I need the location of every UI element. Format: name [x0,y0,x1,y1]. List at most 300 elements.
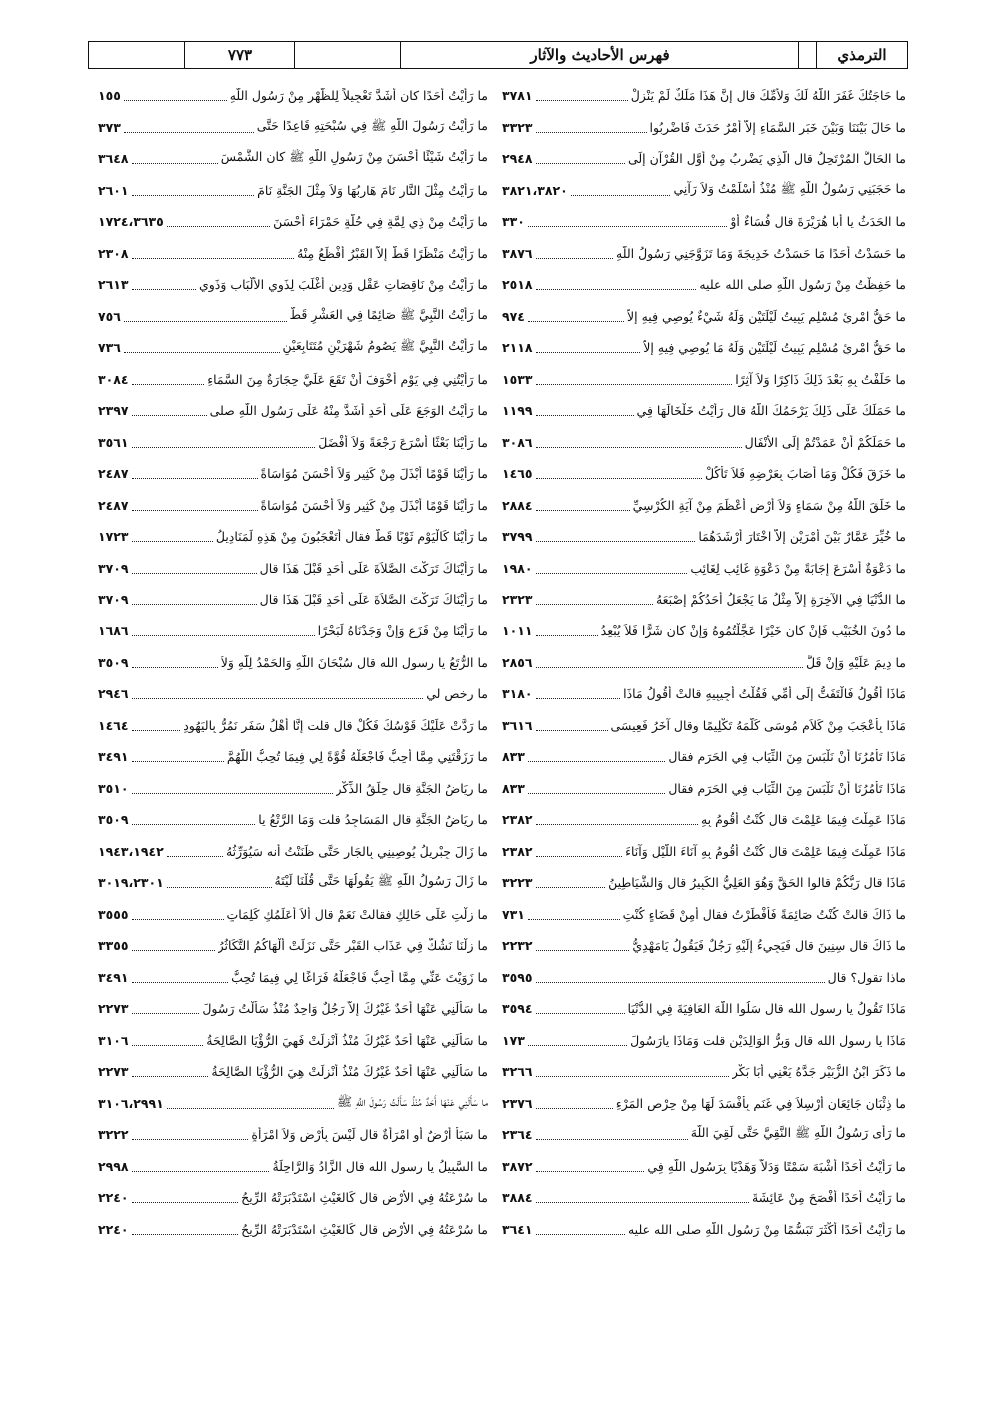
index-entry [98,836,488,867]
index-entry [502,836,906,867]
index-entry [502,615,906,646]
entry-text: ما زِلْنَا نَشُكُّ فِي عَذَابِ القَبْرِ حَتَّى نَزَلَتْ أَلْهَاكُمُ التَّكَاثُرُ [217,938,488,954]
index-entry [502,300,906,331]
right-column [502,80,906,1245]
header-divider [400,42,401,68]
index-entry [98,80,488,111]
leader-dots [132,468,258,479]
entry-text: ما زِلْتِ عَلَى حَالِكِ فقالتْ نَعَمْ قال أَلاَ أُعَلِّمُكِ كَلِمَاتٍ [226,906,488,922]
hadith-number: ٣٤٩١ [98,969,129,985]
entry-text: مَاذَا قال رَبُّكُمْ قالوا الحَقَّ وَهُوَ العَلِيُّ الكَبِيرُ قال وَالشَّيَاطِينُ [608,875,906,891]
leader-dots [132,1129,249,1140]
entry-text: ما الدُّنْيَا فِي الآخِرَةِ إِلاَّ مِثْلُ مَا يَجْعَلُ أَحَدُكُمْ إِصْبَعَهُ [655,591,906,607]
hadith-number: ٣٦٤١ [502,1221,533,1237]
index-entry [98,174,488,205]
leader-dots [132,1224,239,1235]
index-entry [98,962,488,993]
leader-dots [536,563,688,574]
hadith-number: ٣٧٠٩ [98,560,129,576]
hadith-number: ٣٦٤٨ [98,151,129,167]
index-entry [502,773,906,804]
hadith-number: ٧٣١ [502,906,525,922]
index-entry [502,111,906,142]
hadith-number: ١٩٤٣،١٩٤٢ [98,843,164,859]
entry-text: ما الحَالُّ المُرْتَحِلُ قال الَّذِي يَضْرِبُ مِنْ أَوَّلِ القُرْآنِ إِلَى [627,151,906,167]
leader-dots [528,783,665,794]
entry-text: ما حَفِظْتُ مِنْ رَسُولِ اللَّهِ صلى الله عليه [699,277,906,293]
index-entry [98,1213,488,1244]
entry-text: ما ذَاكَ قالتْ كُنْتُ صَائِمَةً فَأَفْطَرْتُ فقال أَمِنْ قَضَاءٍ كُنْتِ [622,906,906,922]
index-entry [502,237,906,268]
entry-text: ما سَبَأٌ أَرْضٌ أَوِ امْرَأَةٌ قال لَيْسَ بِأَرْضٍ وَلاَ امْرَأَةٍ [251,1127,488,1143]
hadith-number: ٢٣٧٦ [502,1095,533,1111]
hadith-number: ١٧٢٤،٣٦٣٥ [98,214,164,230]
leader-dots [132,1066,209,1077]
hadith-number: ٣٨٧٢ [502,1158,533,1174]
entry-text: ما رَأَيْتُ شَيْئًا أَحْسَنَ مِنْ رَسُولِ اللَّهِ ﷺ كان الشَّمْسَ [220,149,488,165]
entry-text: ما ذَاكَ قال سِنِينَ قال فَيَجِيءُ إِلَيْهِ رَجُلٌ فَيَقُولُ يَامَهْدِيُّ [632,938,906,954]
entry-text: ما رَأَيْتُ مِنْ ذِي لِمَّةٍ فِي حُلَّةٍ حَمْرَاءَ أَحْسَنَ [273,214,488,230]
hadith-number: ١٤٦٥ [502,466,533,482]
index-entry [502,426,906,457]
hadith-number: ٣٧٠٩ [98,591,129,607]
entry-text: ما زَالَ رَسُولُ اللَّهِ ﷺ يَقُولُهَا حَتَّى قُلْنَا لَيْتَهُ [274,873,488,889]
entry-text: ما سُرْعَتُهُ فِي الأَرْضِ قال كَالغَيْثِ اسْتَدْبَرَتْهُ الرِّيحُ [241,1190,488,1206]
index-entry [98,269,488,300]
entry-text: ما حَقُّ امْرِئٍ مُسْلِمٍ يَبِيتُ لَيْلَتَيْنِ وَلَهُ شَيْءٌ يُوصِي فِيهِ إِلاَّ [627,308,906,324]
entry-text: ما حَلَفْتُ بِهِ بَعْدَ ذَلِكَ ذَاكِرًا وَلاَ آثِرًا [735,371,906,387]
entry-text: ما رَأَيْنَا قَوْمًا أَبْذَلَ مِنْ كَثِيرٍ وَلاَ أَحْسَنَ مُوَاسَاةً [260,497,488,513]
header-divider [184,42,185,68]
leader-dots [536,405,634,416]
leader-dots [124,311,287,322]
entry-text: ما رَأَيْنَا قَوْمًا أَبْذَلَ مِنْ كَثِيرٍ وَلاَ أَحْسَنَ مُوَاسَاةً [260,466,488,482]
leader-dots [536,688,621,699]
leader-dots [536,1129,688,1140]
entry-text: ما رَزَقْتَنِي مِمَّا أُحِبُّ فَاجْعَلْهُ قُوَّةً لِي فِيمَا تُحِبُّ اللَّهُمَّ [226,749,488,765]
entry-text: ما رَأَيْتُ الوَجَعَ عَلَى أَحَدٍ أَشَدَّ مِنْهُ عَلَى رَسُولِ اللَّهِ صلى [209,403,488,419]
hadith-number: ٨٣٣ [502,749,525,765]
hadith-number: ٣٥٠٩ [98,654,129,670]
hadith-number: ٣٠١٩،٢٣٠١ [98,875,164,891]
entry-text: ماذا تقول؟ قال [827,969,906,985]
entry-text: ما رَأَيْنَا كَالْيَوْمِ ثَوْبًا قَطُّ فقال أَتَعْجَبُونَ مِنْ هَذِهِ لَمَنَادِيلُ [215,529,488,545]
leader-dots [536,720,608,731]
entry-text: ما الحَدَثُ يا أبا هُرَيْرَةَ قال فُسَاءٌ أَوْ [730,214,906,230]
entry-text: ما سَأَلَنِي عَنْهَا أَحَدٌ غَيْرُكَ مُنْذُ أُنْزِلَتْ فَهِيَ الرُّؤْيَا الصَّالِحَةُ [206,1032,488,1048]
leader-dots [132,940,215,951]
entry-text: مَاذَا يا رسول الله قال وَبِرُّ الوَالِدَيْنِ قلت وَمَاذَا يارَسُولَ [630,1032,906,1048]
hadith-number: ٣٣٥٥ [98,938,129,954]
hadith-number: ٣٧٣ [98,119,121,135]
leader-dots [536,248,613,259]
index-entry [98,741,488,772]
entry-text: ما رَأَيْتُ النَّبِيَّ ﷺ يَصُومُ شَهْرَيْنِ مُتَتَابِعَيْنِ [282,338,488,354]
entry-text: مَاذَا تَقُولُ يا رسول الله قال سَلُوا اللَّهَ العَافِيَةَ فِي الدُّنْيَا [627,1001,906,1017]
hadith-number: ٨٣٣ [502,780,525,796]
entry-text: ما رَأَيْتُ أَحَدًا أَفْصَحَ مِنْ عَائِشَةَ [751,1190,906,1206]
index-entry [502,80,906,111]
leader-dots [167,216,270,227]
index-entry [502,489,906,520]
hadith-number: ٢٣٨٢ [502,843,533,859]
hadith-number: ٩٧٤ [502,308,525,324]
index-entry [98,552,488,583]
leader-dots [132,185,255,196]
hadith-number: ٢٤٨٧ [98,466,129,482]
leader-dots [124,90,227,101]
index-entry [502,174,906,205]
entry-text: ما رَأَيْتُ النَّبِيَّ ﷺ صَائِمًا فِي العَشْرِ قَطُّ [289,306,488,322]
hadith-number: ٣٨٧٦ [502,245,533,261]
entry-text: ما رَأَيْنَاكَ تَرَكْتَ الصَّلاَةَ عَلَى أَحَدٍ قَبْلَ هَذَا قال [259,560,488,576]
index-entry [98,804,488,835]
hadith-number: ٢٨٨٤ [502,497,533,513]
entry-text: ما رَأَيْتُنِي فِي يَوْمٍ أَخْوَفَ أَنْ تَقَعَ عَلَيَّ حِجَارَةٌ مِنَ السَّمَاءِ [207,371,488,387]
leader-dots [132,279,196,290]
index-title: فهرس الأحاديث والآثار [530,46,670,64]
hadith-number: ١٠١١ [502,623,533,639]
entry-text: مَاذَا عَمِلْتَ فِيمَا عَلِمْتَ قال كُنْتُ أَقُومُ بِهِ [700,812,906,828]
hadith-number: ٢٩٩٨ [98,1158,129,1174]
leader-dots [528,216,727,227]
hadith-number: ٢٢٤٠ [98,1190,129,1206]
leader-dots [132,153,218,164]
leader-dots [536,437,742,448]
hadith-number: ٢٢٧٣ [98,1001,129,1017]
index-entry [98,1150,488,1181]
index-entry [502,1088,906,1119]
entry-text: ما حَسَدْتُ أَحَدًا مَا حَسَدْتُ خَدِيجَةَ وَمَا تَزَوَّجَنِي رَسُولُ اللَّهِ [616,245,906,261]
index-entry [98,426,488,457]
entry-text: ما حَجَبَنِي رَسُولُ اللَّهِ ﷺ مُنْذُ أَسْلَمْتُ وَلاَ رَآنِي [673,180,906,196]
entry-text: مَاذَا تَأْمُرُنَا أَنْ نَلْبَسَ مِنَ الثِّيَابِ فِي الحَرَمِ فقال [668,780,906,796]
hadith-number: ٣٥٠٩ [98,812,129,828]
leader-dots [536,1098,613,1109]
index-entry [502,1056,906,1087]
hadith-number: ٣٢٢٣ [502,875,533,891]
index-entry [98,678,488,709]
hadith-number: ٢٢٣٢ [502,938,533,954]
hadith-number: ٢٩٤٦ [98,686,129,702]
entry-text: ما رَأَيْتُ رَسُولَ اللَّهِ ﷺ فِي سُبْحَتِهِ قَاعِدًا حَتَّى [256,117,488,133]
hadith-number: ٣٦١٦ [502,717,533,733]
index-entry [502,647,906,678]
index-entry [98,458,488,489]
leader-dots [132,1035,204,1046]
leader-dots [132,500,258,511]
hadith-number: ٣٧٩٩ [502,529,533,545]
hadith-number: ٢٩٤٨ [502,151,533,167]
hadith-number: ٣٨٨٤ [502,1190,533,1206]
entry-text: ما حَقُّ امْرِئٍ مُسْلِمٍ يَبِيتُ لَيْلَتَيْنِ وَلَهُ مَا يُوصِي فِيهِ إِلاَّ [643,340,906,356]
hadith-number: ٣٠٨٤ [98,371,129,387]
hadith-number: ٣٤٩١ [98,749,129,765]
entry-text: ما رَأَيْتُ مِنْ نَاقِصَاتِ عَقْلٍ وَدِينٍ أَغْلَبَ لِذَوِي الأَلْبَابِ وَذَوِي [198,277,488,293]
index-entry [98,111,488,142]
leader-dots [536,90,628,101]
index-entry [98,1056,488,1087]
index-entry [98,615,488,646]
hadith-number: ٢٣٨٢ [502,812,533,828]
leader-dots [124,122,254,133]
entry-text: ما حَمَلَكَ عَلَى ذَلِكَ يَرْحَمُكَ اللَّهُ قال رَأَيْتُ خَلْخَالَهَا فِي [636,403,906,419]
index-entry [98,143,488,174]
index-entry [502,710,906,741]
leader-dots [536,877,606,888]
hadith-number: ٢٣٢٣ [502,591,533,607]
hadith-number: ٣١٠٦،٢٩٩١ [98,1095,164,1111]
index-entry [502,143,906,174]
leader-dots [536,972,825,983]
leader-dots [132,437,316,448]
index-entry [502,804,906,835]
index-entry [98,300,488,331]
entry-text: ما رَأَيْتُ مِثْلَ النَّارِ نَامَ هَارِبُهَا وَلاَ مِثْلَ الجَنَّةِ نَامَ [257,182,488,198]
entry-text: ما رِيَاضُ الجَنَّةِ قال المَسَاجِدُ قلت وَمَا الرَّتْعُ يا [258,812,488,828]
entry-text: مَاذَا عَمِلْتَ فِيمَا عَلِمْتَ قال كُنْتُ أَقُومُ بِهِ آنَاءَ اللَّيْلِ وَآنَاءَ [625,843,906,859]
entry-text: ما دُونَ الخُبَيْبِ فَإِنْ كان خَيْرًا عَجَّلْتُمُوهُ وَإِنْ كان شَرًّا فَلاَ يُبْعِدُ [600,623,906,639]
leader-dots [132,405,207,416]
hadith-number: ٢٦٠١ [98,182,129,198]
index-entry [502,962,906,993]
hadith-number: ١٩٨٠ [502,560,533,576]
index-entry [502,1182,906,1213]
index-entry [502,899,906,930]
entry-text: ما زَوَيْتَ عَنِّي مِمَّا أُحِبُّ فَاجْعَلْهُ فَرَاغًا لِي فِيمَا تُحِبُّ [231,969,488,985]
index-entry [502,363,906,394]
entry-text: ما دِيمَ عَلَيْهِ وَإِنْ قَلَّ [806,654,906,670]
hadith-number: ٣٥٩٥ [502,969,533,985]
index-entry [98,930,488,961]
entry-text: ما حَمَلَكُمْ أَنْ عَمَدْتُمْ إِلَى الأَنْفَالِ [744,434,906,450]
entry-text: ما رَأَى رَسُولُ اللَّهِ ﷺ النَّقِيَّ حَتَّى لَقِيَ اللَّهَ [690,1125,906,1141]
hadith-number: ٣٢٦٦ [502,1064,533,1080]
leader-dots [536,1003,625,1014]
hadith-number: ٣٠٨٦ [502,434,533,450]
leader-dots [132,688,424,699]
index-entry [502,458,906,489]
entry-text: ما رَأَيْتُ أَحَدًا كان أَشَدَّ تَعْجِيلاً لِلظُّهْرِ مِنْ رَسُولِ اللَّهِ [229,88,488,104]
hadith-number: ٢٢٤٠ [98,1221,129,1237]
leader-dots [536,468,702,479]
hadith-number: ١٥٣٣ [502,371,533,387]
hadith-number: ٣٥٥٥ [98,906,129,922]
hadith-number: ٢٣٩٧ [98,403,129,419]
entry-text: ما خَزَقَ فَكُلْ وَمَا أَصَابَ بِعَرْضِهِ فَلاَ تَأْكُلْ [704,466,906,482]
leader-dots [167,1098,334,1109]
entry-text: ما رخص لي [426,686,488,702]
leader-dots [536,1161,645,1172]
hadith-number: ١٧٣ [502,1032,525,1048]
leader-dots [132,625,315,636]
index-entry [502,1213,906,1244]
index-entry [502,552,906,583]
entry-text: ما ذِئْبَانِ جَائِعَانِ أُرْسِلاَ فِي غَنَمٍ بِأَفْسَدَ لَهَا مِنْ حِرْصِ المَرْءِ [615,1095,906,1111]
hadith-number: ١١٩٩ [502,403,533,419]
index-columns [98,80,906,1245]
leader-dots [536,846,623,857]
index-entry [98,395,488,426]
index-entry [98,1182,488,1213]
entry-text: ما حَالَ بَيْنَنَا وَبَيْنَ خَبَرِ السَّمَاءِ إِلاَّ أَمْرٌ حَدَثَ فَاضْرِبُوا [649,119,906,135]
entry-text: ما حَاجَتُكَ غَفَرَ اللَّهُ لَكَ وَلأُمِّكَ قال إنَّ هَذَا مَلَكٌ لَمْ يَنْزِلْ [630,88,906,104]
hadith-number: ٣٣٢٣ [502,119,533,135]
entry-text: ما رِيَاضُ الجَنَّةِ قال حِلَقُ الذِّكْرِ [335,780,488,796]
leader-dots [536,122,647,133]
leader-dots [536,657,804,668]
entry-text: مَاذَا تَأْمُرُنَا أَنْ نَلْبَسَ مِنَ الثِّيَابِ فِي الحَرَمِ فقال [668,749,906,765]
index-entry [502,1119,906,1150]
leader-dots [132,814,256,825]
entry-text: ما سَأَلَنِي عَنْهَا أَحَدٌ غَيْرُكَ مُنْذُ أُنْزِلَتْ هِيَ الرُّؤْيَا الصَّالِحَةُ [211,1064,488,1080]
index-entry [502,332,906,363]
leader-dots [571,185,671,196]
entry-text: ما الرُّتَعُ يا رسول الله قال سُبْحَانَ اللَّهِ وَالحَمْدُ لِلَّهِ وَلاَ [220,654,488,670]
leader-dots [536,531,696,542]
leader-dots [536,342,641,353]
hadith-number: ٢٣٦٤ [502,1127,533,1143]
index-entry [98,867,488,898]
entry-text: ما رَأَيْنَا بَعْثًا أَسْرَعَ رَجْعَةً وَلاَ أَفْضَلَ [318,434,488,450]
hadith-number: ٣١٨٠ [502,686,533,702]
hadith-number: ٢٢٧٣ [98,1064,129,1080]
index-entry [98,899,488,930]
index-entry [98,710,488,741]
leader-dots [536,153,625,164]
hadith-number: ١٧٢٣ [98,529,129,545]
hadith-number: ٧٣٦ [98,340,121,356]
entry-text: ما رَدَّتْ عَلَيْكَ قَوْسُكَ فَكُلْ قال قلت إِنَّا أَهْلُ سَفَرٍ نَمُرُّ بِاليَهُودِ [183,717,488,733]
index-entry [502,1150,906,1181]
leader-dots [536,279,697,290]
leader-dots [167,877,272,888]
leader-dots [536,940,630,951]
leader-dots [132,374,205,385]
leader-dots [536,374,733,385]
index-entry [502,395,906,426]
leader-dots [132,1003,200,1014]
left-column [98,80,488,1245]
index-entry [98,206,488,237]
entry-text: ما سُرْعَتُهُ فِي الأَرْضِ قال كَالغَيْثِ اسْتَدْبَرَتْهُ الرِّيحُ [241,1221,488,1237]
hadith-number: ٢١١٨ [502,340,533,356]
book-name: الترمذي [837,46,887,64]
index-entry [98,993,488,1024]
entry-text: ما زَالَ جِبْرِيلُ يُوصِينِي بِالجَارِ حَتَّى ظَنَنْتُ أنه سَيُوَرِّثُهُ [225,843,488,859]
page-header [88,41,908,69]
hadith-number: ٣٣٠ [502,214,525,230]
leader-dots [536,1066,729,1077]
index-entry [98,521,488,552]
entry-text: ما ذَكَرَ ابْنُ الزُّبَيْرِ جَدَّهُ يَعْنِي أَبَا بَكْرٍ [731,1064,906,1080]
hadith-number: ٣٥٦١ [98,434,129,450]
entry-text: ما رَأَيْنَاكَ تَرَكْتَ الصَّلاَةَ عَلَى أَحَدٍ قَبْلَ هَذَا قال [259,591,488,607]
index-entry [502,993,906,1024]
hadith-number: ٣١٠٦ [98,1032,129,1048]
index-entry [502,269,906,300]
entry-text: ما السَّبِيلُ يا رسول الله قال الزَّادُ وَالرَّاحِلَةُ [272,1158,488,1174]
leader-dots [124,342,280,353]
entry-text: ما خَلَقَ اللَّهُ مِنْ سَمَاءٍ وَلاَ أَرْضٍ أَعْظَمَ مِنْ آيَةِ الكُرْسِيِّ [632,497,906,513]
hadith-number: ٣٢٢٢ [98,1127,129,1143]
leader-dots [536,594,653,605]
leader-dots [528,311,624,322]
leader-dots [167,846,223,857]
leader-dots [536,625,598,636]
leader-dots [528,751,665,762]
leader-dots [132,657,218,668]
leader-dots [132,1192,239,1203]
index-entry [98,332,488,363]
leader-dots [132,751,224,762]
leader-dots [132,909,224,920]
entry-text: ما سَأَلَنِي عَنْهَا أَحَدٌ مُنْذُ سَأَلْتُ رَسُولَ اللَّهِ ﷺ [337,1093,488,1109]
hadith-number: ٣٧٨١ [502,88,533,104]
leader-dots [132,1161,270,1172]
leader-dots [536,1192,749,1203]
leader-dots [132,972,229,983]
entry-text: مَاذَا بِأَعْجَبَ مِنْ كَلاَمِ مُوسَى كَلَّمَهُ تَكْلِيمًا وقال آخَرُ فَعِيسَى [610,717,906,733]
hadith-number: ١٦٨٦ [98,623,129,639]
hadith-number: ٢٣٠٨ [98,245,129,261]
entry-text: ما خُيِّرَ عَمَّارٌ بَيْنَ أَمْرَيْنِ إِلاَّ اخْتَارَ أَرْشَدَهُمَا [698,529,906,545]
entry-text: ما سَأَلَنِي عَنْهَا أَحَدٌ غَيْرُكَ إِلاَّ رَجُلٌ وَاحِدٌ مُنْذُ سَأَلْتُ رَسُولَ [202,1001,488,1017]
index-entry [502,741,906,772]
hadith-number: ٢٥١٨ [502,277,533,293]
hadith-number: ٢٦١٣ [98,277,129,293]
index-entry [98,489,488,520]
index-entry [502,930,906,961]
leader-dots [132,531,213,542]
index-entry [98,773,488,804]
index-entry [98,1025,488,1056]
hadith-number: ٣٥٩٤ [502,1001,533,1017]
entry-text: ما رَأَيْتُ أَحَدًا أَكْثَرَ تَبَسُّمًا مِنْ رَسُولِ اللَّهِ صلى الله عليه [627,1221,906,1237]
index-entry [502,867,906,898]
hadith-number: ٢٤٨٧ [98,497,129,513]
entry-text: ما رَأَيْنَا مِنْ فَزَعٍ وَإِنْ وَجَدْنَاهُ لَبَحْرًا [317,623,488,639]
index-entry [98,1088,488,1119]
index-entry [502,1025,906,1056]
page-number: ٧٧٣ [227,46,253,64]
hadith-number: ١٤٦٤ [98,717,129,733]
index-entry [502,521,906,552]
leader-dots [528,909,620,920]
leader-dots [536,1224,625,1235]
index-entry [502,206,906,237]
leader-dots [132,720,181,731]
leader-dots [536,500,630,511]
hadith-number: ٧٥٦ [98,308,121,324]
hadith-number: ٣٨٢١،٣٨٢٠ [502,182,568,198]
leader-dots [536,814,698,825]
entry-text: ما دَعْوَةٌ أَسْرَعَ إِجَابَةً مِنْ دَعْوَةِ غَائِبٍ لِغَائِبٍ [690,560,906,576]
index-entry [98,584,488,615]
hadith-number: ٢٨٥٦ [502,654,533,670]
entry-text: مَاذَا أَقُولُ فَالْتَفَتُّ إِلَى أُمِّي فَقُلْتُ أَجِيبِيهِ قالتْ أَقُولُ مَاذَا [623,686,906,702]
index-entry [98,237,488,268]
index-entry [502,678,906,709]
leader-dots [132,248,295,259]
leader-dots [528,1035,627,1046]
index-entry [502,584,906,615]
hadith-number: ١٥٥ [98,88,121,104]
leader-dots [132,563,257,574]
entry-text: ما رَأَيْتُ مَنْظَرًا قَطُّ إِلاَّ القَبْرُ أَفْظَعُ مِنْهُ [297,245,488,261]
index-entry [98,363,488,394]
entry-text: ما رَأَيْتُ أَحَدًا أَشْبَهَ سَمْتًا وَدَلاًّ وَهَدْيًا بِرَسُولِ اللَّهِ فِي [647,1158,906,1174]
